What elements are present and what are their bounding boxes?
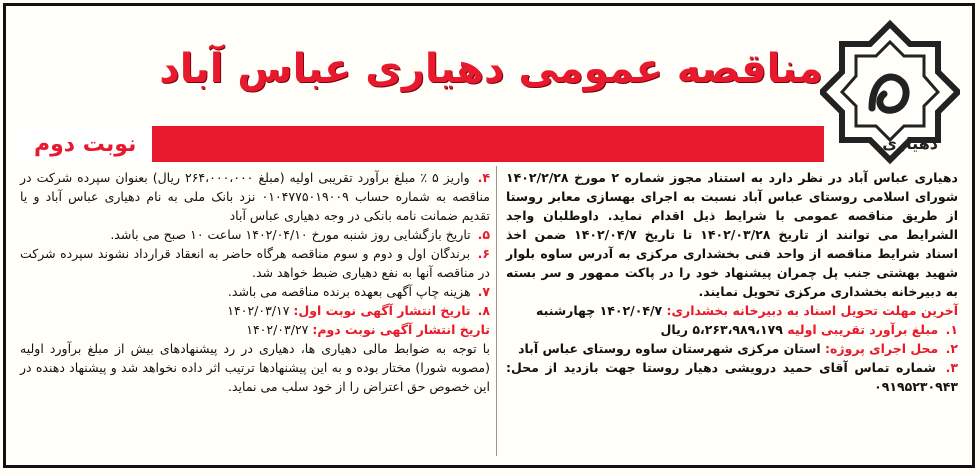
intro-paragraph: دهیاری عباس آباد در نظر دارد به استناد مجوز شماره ۲ مورخ ۱۴۰۲/۲/۲۸ شورای اسلامی روستای عباس آباد نسبت به اجرای بهسازی معابر روستا از طریق مناقصه عمومی با شرایط ذیل اقدام نماید. داوطلبان واجد الشرایط می توانند از تاریخ ۱۴۰۲/۰۳/۲۸ تا تاریخ ۱۴۰۲/۰۴/۷ ضمن اخذ اسناد شرایط مناقصه از واحد فنی بخشداری مرکزی به آدرس ساوه بلوار شهید بهشتی جنب پل چمران پیشنهاد خود را در پاکت ممهور و سر بسته به دبیرخانه بخشداری مرکزی تحویل نمایند. xyxy=(506,170,958,299)
deadline-label: آخرین مهلت تحویل اسناد به دبیرخانه بخشداری: xyxy=(666,303,958,318)
item-text: شماره تماس آقای حمید درویشی دهیار روستا جهت بازدید از محل: ۰۹۱۹۵۲۳۰۹۴۳ xyxy=(506,360,958,394)
item-number: ۷. xyxy=(477,284,490,299)
item-number: ۳. xyxy=(945,360,958,375)
list-item xyxy=(20,225,490,244)
item-text: تاریخ بازگشایی روز شنبه مورخ ۱۴۰۲/۰۴/۱۰ ساعت ۱۰ صبح می باشد. xyxy=(110,227,471,242)
deadline-value: ۱۴۰۲/۰۴/۷ چهارشنبه xyxy=(536,303,663,318)
list-item xyxy=(20,301,490,320)
item-number: ۵. xyxy=(477,227,490,242)
list-item xyxy=(506,339,958,358)
item-label: تاریخ انتشار آگهی نوبت اول: xyxy=(293,303,471,318)
round-badge-label: نوبت دوم xyxy=(34,131,137,157)
item-number: ۴. xyxy=(477,170,490,185)
item-text: استان مرکزی شهرستان ساوه روستای عباس آباد xyxy=(518,341,821,356)
item-label: مبلغ برآورد تقریبی اولیه xyxy=(787,322,939,337)
item-label: محل اجرای پروژه: xyxy=(825,341,939,356)
left-column xyxy=(20,168,490,396)
tender-advertisement xyxy=(3,3,975,468)
item-number: ۱. xyxy=(945,322,958,337)
column-divider xyxy=(496,166,497,456)
deadline-line xyxy=(506,301,958,320)
list-item xyxy=(506,320,958,339)
item-text: هزینه چاپ آگهی بعهده برنده مناقصه می باشد. xyxy=(227,284,471,299)
round-badge xyxy=(18,126,152,162)
item-number: ۲. xyxy=(945,341,958,356)
page-title: مناقصه عمومی دهیاری عباس آباد xyxy=(159,46,823,92)
item-text: ۱۴۰۲/۰۳/۱۷ xyxy=(227,303,290,318)
list-item xyxy=(20,320,490,339)
item-text: واریز ۵ ٪ مبلغ برآورد تقریبی اولیه (مبلغ ۲۶۴،۰۰۰،۰۰۰ ریال) بعنوان سپرده شرکت در مناقصه به شماره حساب ۰۱۰۴۷۷۵۰۱۹۰۰۹ نزد بانک ملی به نام دهیاری عباس آباد و یا تقدیم ضمانت نامه بانکی در وجه دهیاری عباس آباد xyxy=(20,170,490,223)
item-label: تاریخ انتشار آگهی نوبت دوم: xyxy=(312,322,490,337)
list-item xyxy=(20,168,490,225)
list-item xyxy=(20,244,490,282)
list-item xyxy=(20,282,490,301)
item-number: ۶. xyxy=(477,246,490,261)
list-item xyxy=(506,358,958,396)
item-text: ۵،۲۶۳،۹۸۹،۱۷۹ ریال xyxy=(660,322,783,337)
item-text: برندگان اول و دوم و سوم مناقصه هرگاه حاضر به انعقاد قرارداد نشوند سپرده شرکت در مناقصه آنها به نفع دهیاری ضبط خواهد شد. xyxy=(20,246,490,280)
closing-paragraph: با توجه به ضوابط مالی دهیاری ها، دهیاری در رد پیشنهادهای بیش از مبلغ برآورد اولیه (مصوبه شورا) مختار بوده و به این پیشنهادها ترتیب اثر داده نخواهد شد و پیشنهاد دهنده در این خصوص حق اعتراض را از خود سلب می نماید. xyxy=(20,341,490,394)
item-text: ۱۴۰۲/۰۳/۲۷ xyxy=(246,322,309,337)
logo-caption: دهیاری xyxy=(882,134,938,153)
right-column xyxy=(506,168,958,396)
item-number: ۸. xyxy=(477,303,490,318)
